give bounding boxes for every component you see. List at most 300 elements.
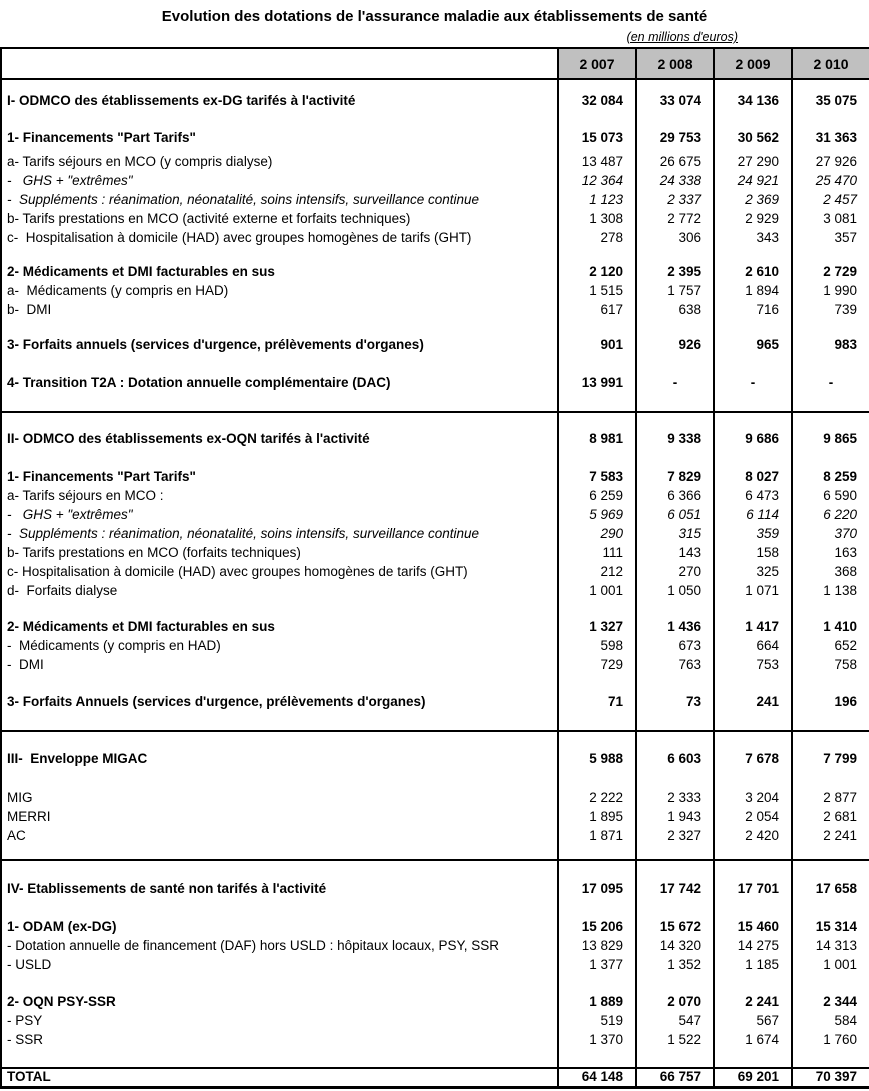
- spacer-cell: [792, 1050, 869, 1067]
- cell-value: 15 073: [558, 123, 636, 153]
- cell-value: 357: [792, 229, 869, 248]
- cell-value: 2 333: [636, 789, 714, 808]
- cell-value: -: [792, 373, 869, 393]
- spacer-cell: [792, 861, 869, 879]
- cell-value: 763: [636, 656, 714, 675]
- corner-header-cell: [1, 48, 558, 79]
- cell-value: 716: [714, 301, 792, 320]
- cell-value: 1 410: [792, 617, 869, 637]
- cell-value: 1 760: [792, 1031, 869, 1050]
- cell-value: 278: [558, 229, 636, 248]
- spacer-row: [1, 320, 869, 335]
- spacer-cell: [636, 320, 714, 335]
- cell-value: 1 757: [636, 282, 714, 301]
- cell-value: 6 603: [636, 749, 714, 769]
- row-label: a- Tarifs séjours en MCO :: [7, 488, 164, 504]
- spacer-cell: [1, 601, 558, 617]
- cell-value: 325: [714, 563, 792, 582]
- cell-value: 1 001: [558, 582, 636, 601]
- cell-value: 17 742: [636, 879, 714, 899]
- cell-value: 1 943: [636, 808, 714, 827]
- row-label: - DMI: [7, 657, 44, 673]
- spacer-cell: [792, 449, 869, 467]
- spacer-cell: [714, 320, 792, 335]
- row-label: I- ODMCO des établissements ex-DG tarifés à l'activité: [7, 93, 356, 109]
- cell-value: 163: [792, 544, 869, 563]
- spacer-cell: [558, 899, 636, 917]
- spacer-row: [1, 675, 869, 692]
- table-row: [1, 467, 869, 487]
- spacer-cell: [558, 601, 636, 617]
- spacer-cell: [1, 449, 558, 467]
- cell-value: 1 871: [558, 827, 636, 846]
- cell-value: 1 377: [558, 956, 636, 975]
- row-label: 1- ODAM (ex-DG): [7, 918, 117, 934]
- cell-value: 1 889: [558, 992, 636, 1012]
- table-row: [1, 917, 869, 937]
- table-row: [1, 827, 869, 846]
- cell-value: 8 981: [558, 429, 636, 449]
- row-label: - Suppléments : réanimation, néonatalité, soins intensifs, surveillance continue: [7, 526, 480, 542]
- row-label: III- Enveloppe MIGAC: [7, 750, 148, 766]
- year-header-row: [1, 48, 869, 79]
- cell-value: 212: [558, 563, 636, 582]
- cell-value: 2 054: [714, 808, 792, 827]
- spacer-cell: [714, 393, 792, 411]
- cell-value: 1 185: [714, 956, 792, 975]
- cell-value: 638: [636, 301, 714, 320]
- row-label: 1- Financements "Part Tarifs": [7, 129, 196, 145]
- cell-value: 7 678: [714, 749, 792, 769]
- cell-value: 35 075: [792, 79, 869, 123]
- cell-value: 547: [636, 1012, 714, 1031]
- spacer-row: [1, 712, 869, 730]
- table-row: [1, 282, 869, 301]
- cell-value: 5 988: [558, 749, 636, 769]
- cell-value: 66 757: [636, 1069, 714, 1087]
- table-row: [1, 617, 869, 637]
- spacer-cell: [558, 769, 636, 789]
- cell-value: 14 320: [636, 937, 714, 956]
- spacer-cell: [558, 712, 636, 730]
- spacer-row: [1, 449, 869, 467]
- spacer-cell: [714, 413, 792, 429]
- cell-value: 15 460: [714, 917, 792, 937]
- cell-value: 2 420: [714, 827, 792, 846]
- table-row: [1, 506, 869, 525]
- cell-value: 315: [636, 525, 714, 544]
- cell-value: 1 895: [558, 808, 636, 827]
- cell-value: 13 487: [558, 153, 636, 172]
- spacer-cell: [558, 732, 636, 749]
- cell-value: 13 991: [558, 373, 636, 393]
- cell-value: 1 327: [558, 617, 636, 637]
- cell-value: 8 259: [792, 467, 869, 487]
- spacer-row: [1, 861, 869, 879]
- cell-value: 598: [558, 637, 636, 656]
- table-row: [1, 262, 869, 282]
- cell-value: 1 001: [792, 956, 869, 975]
- row-label: b- DMI: [7, 302, 52, 318]
- spacer-cell: [1, 393, 558, 411]
- cell-value: 3 081: [792, 210, 869, 229]
- cell-value: 926: [636, 335, 714, 355]
- table-row: [1, 789, 869, 808]
- spacer-cell: [714, 899, 792, 917]
- spacer-cell: [636, 248, 714, 262]
- spacer-row: [1, 732, 869, 749]
- table-body: [1, 79, 869, 1087]
- table-row: [1, 1069, 869, 1087]
- cell-value: 965: [714, 335, 792, 355]
- spacer-row: [1, 1050, 869, 1067]
- row-label: MERRI: [7, 809, 51, 825]
- table-row: [1, 937, 869, 956]
- row-label: b- Tarifs prestations en MCO (activité externe et forfaits techniques): [7, 211, 411, 227]
- cell-value: 6 114: [714, 506, 792, 525]
- spacer-row: [1, 975, 869, 992]
- spacer-cell: [1, 861, 558, 879]
- cell-value: 3 204: [714, 789, 792, 808]
- cell-value: 1 522: [636, 1031, 714, 1050]
- table-row: [1, 123, 869, 153]
- cell-value: 1 071: [714, 582, 792, 601]
- table-row: [1, 1012, 869, 1031]
- spacer-cell: [636, 861, 714, 879]
- page-title: Evolution des dotations de l'assurance maladie aux établissements de santé: [161, 8, 708, 25]
- row-label: 4- Transition T2A : Dotation annuelle complémentaire (DAC): [7, 374, 391, 390]
- year-header-2010: 2 010: [792, 48, 869, 79]
- row-label: - PSY: [7, 1013, 43, 1029]
- cell-value: 758: [792, 656, 869, 675]
- table-row: [1, 692, 869, 712]
- row-label: d- Forfaits dialyse: [7, 583, 118, 599]
- cell-value: 739: [792, 301, 869, 320]
- cell-value: 2 222: [558, 789, 636, 808]
- cell-value: 2 369: [714, 191, 792, 210]
- spacer-row: [1, 393, 869, 411]
- table-row: [1, 992, 869, 1012]
- cell-value: 6 220: [792, 506, 869, 525]
- table-row: [1, 335, 869, 355]
- cell-value: 29 753: [636, 123, 714, 153]
- spacer-row: [1, 248, 869, 262]
- cell-value: 7 583: [558, 467, 636, 487]
- cell-value: 567: [714, 1012, 792, 1031]
- cell-value: 664: [714, 637, 792, 656]
- cell-value: 652: [792, 637, 869, 656]
- cell-value: 32 084: [558, 79, 636, 123]
- cell-value: 2 681: [792, 808, 869, 827]
- spacer-cell: [1, 899, 558, 917]
- cell-value: 1 674: [714, 1031, 792, 1050]
- row-label: TOTAL: [7, 1069, 51, 1085]
- row-label: - GHS + "extrêmes": [7, 507, 133, 523]
- spacer-cell: [792, 732, 869, 749]
- row-label: - USLD: [7, 957, 52, 973]
- cell-value: 343: [714, 229, 792, 248]
- spacer-cell: [1, 712, 558, 730]
- table-row: [1, 544, 869, 563]
- cell-value: 1 352: [636, 956, 714, 975]
- spacer-cell: [558, 846, 636, 859]
- spacer-cell: [1, 248, 558, 262]
- cell-value: 1 138: [792, 582, 869, 601]
- spacer-row: [1, 601, 869, 617]
- table-row: [1, 191, 869, 210]
- cell-value: 14 313: [792, 937, 869, 956]
- table-row: [1, 656, 869, 675]
- spacer-cell: [1, 1050, 558, 1067]
- row-label: 2- Médicaments et DMI facturables en sus: [7, 618, 275, 634]
- cell-value: 14 275: [714, 937, 792, 956]
- spacer-cell: [714, 1050, 792, 1067]
- cell-value: 1 436: [636, 617, 714, 637]
- cell-value: -: [714, 373, 792, 393]
- spacer-cell: [636, 899, 714, 917]
- row-label: II- ODMCO des établissements ex-OQN tarifés à l'activité: [7, 430, 370, 446]
- spacer-cell: [792, 846, 869, 859]
- table-row: [1, 429, 869, 449]
- cell-value: 6 473: [714, 487, 792, 506]
- cell-value: 34 136: [714, 79, 792, 123]
- cell-value: 306: [636, 229, 714, 248]
- spacer-cell: [792, 712, 869, 730]
- cell-value: -: [636, 373, 714, 393]
- cell-value: 7 799: [792, 749, 869, 769]
- unit-note: (en millions d'euros): [626, 30, 738, 44]
- spacer-cell: [558, 975, 636, 992]
- cell-value: 15 206: [558, 917, 636, 937]
- row-label: b- Tarifs prestations en MCO (forfaits techniques): [7, 545, 301, 561]
- row-label: 3- Forfaits Annuels (services d'urgence, prélèvements d'organes): [7, 693, 426, 709]
- cell-value: 6 366: [636, 487, 714, 506]
- spacer-cell: [714, 248, 792, 262]
- table-row: [1, 153, 869, 172]
- table-row: [1, 79, 869, 123]
- spacer-cell: [1, 846, 558, 859]
- spacer-cell: [636, 449, 714, 467]
- table-row: [1, 637, 869, 656]
- cell-value: 584: [792, 1012, 869, 1031]
- spacer-cell: [636, 1050, 714, 1067]
- spacer-cell: [792, 355, 869, 373]
- spacer-cell: [714, 675, 792, 692]
- cell-value: 31 363: [792, 123, 869, 153]
- spacer-cell: [792, 769, 869, 789]
- cell-value: 17 095: [558, 879, 636, 899]
- cell-value: 270: [636, 563, 714, 582]
- cell-value: 983: [792, 335, 869, 355]
- spacer-cell: [636, 846, 714, 859]
- spacer-cell: [792, 413, 869, 429]
- cell-value: 1 894: [714, 282, 792, 301]
- cell-value: 617: [558, 301, 636, 320]
- spacer-cell: [636, 769, 714, 789]
- table-row: [1, 582, 869, 601]
- spacer-cell: [636, 393, 714, 411]
- spacer-cell: [792, 899, 869, 917]
- spacer-row: [1, 846, 869, 859]
- spacer-cell: [1, 675, 558, 692]
- table-row: [1, 373, 869, 393]
- row-label: IV- Etablissements de santé non tarifés à l'activité: [7, 880, 327, 896]
- cell-value: 290: [558, 525, 636, 544]
- cell-value: 6 051: [636, 506, 714, 525]
- spacer-cell: [558, 413, 636, 429]
- table-row: [1, 301, 869, 320]
- row-label: a- Médicaments (y compris en HAD): [7, 283, 229, 299]
- spacer-cell: [636, 413, 714, 429]
- cell-value: 2 929: [714, 210, 792, 229]
- table-row: [1, 808, 869, 827]
- table-row: [1, 525, 869, 544]
- spacer-cell: [792, 248, 869, 262]
- cell-value: 2 241: [714, 992, 792, 1012]
- spacer-cell: [1, 732, 558, 749]
- spacer-cell: [636, 601, 714, 617]
- cell-value: 24 921: [714, 172, 792, 191]
- spacer-cell: [636, 712, 714, 730]
- row-label: 2- OQN PSY-SSR: [7, 993, 116, 1009]
- row-label: MIG: [7, 790, 33, 806]
- cell-value: 729: [558, 656, 636, 675]
- cell-value: 2 327: [636, 827, 714, 846]
- spacer-row: [1, 769, 869, 789]
- cell-value: 2 337: [636, 191, 714, 210]
- cell-value: 9 686: [714, 429, 792, 449]
- cell-value: 30 562: [714, 123, 792, 153]
- cell-value: 6 590: [792, 487, 869, 506]
- cell-value: 359: [714, 525, 792, 544]
- cell-value: 111: [558, 544, 636, 563]
- spacer-cell: [558, 1050, 636, 1067]
- spacer-cell: [1, 355, 558, 373]
- cell-value: 370: [792, 525, 869, 544]
- cell-value: 17 701: [714, 879, 792, 899]
- table-row: [1, 956, 869, 975]
- spacer-cell: [558, 861, 636, 879]
- spacer-cell: [558, 675, 636, 692]
- cell-value: 241: [714, 692, 792, 712]
- spacer-cell: [714, 861, 792, 879]
- spacer-cell: [792, 975, 869, 992]
- cell-value: 25 470: [792, 172, 869, 191]
- cell-value: 15 314: [792, 917, 869, 937]
- cell-value: 1 515: [558, 282, 636, 301]
- spacer-cell: [636, 975, 714, 992]
- cell-value: 9 338: [636, 429, 714, 449]
- spacer-cell: [558, 355, 636, 373]
- cell-value: 1 370: [558, 1031, 636, 1050]
- spacer-cell: [1, 320, 558, 335]
- cell-value: 2 241: [792, 827, 869, 846]
- table-row: [1, 487, 869, 506]
- table-row: [1, 1031, 869, 1050]
- spacer-cell: [558, 248, 636, 262]
- row-label: - Dotation annuelle de financement (DAF) hors USLD : hôpitaux locaux, PSY, SSR: [7, 938, 500, 954]
- spacer-cell: [714, 355, 792, 373]
- spacer-row: [1, 355, 869, 373]
- cell-value: 2 877: [792, 789, 869, 808]
- cell-value: 673: [636, 637, 714, 656]
- spacer-cell: [1, 769, 558, 789]
- row-label: 2- Médicaments et DMI facturables en sus: [7, 263, 275, 279]
- year-header-2008: 2 008: [636, 48, 714, 79]
- spacer-cell: [714, 769, 792, 789]
- cell-value: 13 829: [558, 937, 636, 956]
- cell-value: 7 829: [636, 467, 714, 487]
- cell-value: 196: [792, 692, 869, 712]
- row-label: AC: [7, 828, 26, 844]
- cell-value: 15 672: [636, 917, 714, 937]
- row-label: - Suppléments : réanimation, néonatalité, soins intensifs, surveillance continue: [7, 192, 480, 208]
- cell-value: 64 148: [558, 1069, 636, 1087]
- dotations-table: [0, 47, 869, 1089]
- row-label: 3- Forfaits annuels (services d'urgence, prélèvements d'organes): [7, 336, 424, 352]
- spacer-cell: [714, 732, 792, 749]
- cell-value: 753: [714, 656, 792, 675]
- spacer-cell: [714, 975, 792, 992]
- spacer-cell: [792, 675, 869, 692]
- spacer-cell: [714, 601, 792, 617]
- table-row: [1, 210, 869, 229]
- cell-value: 8 027: [714, 467, 792, 487]
- cell-value: 143: [636, 544, 714, 563]
- table-row: [1, 229, 869, 248]
- spacer-cell: [792, 393, 869, 411]
- table-row: [1, 749, 869, 769]
- cell-value: 2 772: [636, 210, 714, 229]
- spacer-cell: [1, 413, 558, 429]
- row-label: - Médicaments (y compris en HAD): [7, 638, 221, 654]
- table-row: [1, 563, 869, 582]
- row-label: - SSR: [7, 1032, 44, 1048]
- year-header-2007: 2 007: [558, 48, 636, 79]
- table-row: [1, 172, 869, 191]
- row-label: a- Tarifs séjours en MCO (y compris dialyse): [7, 154, 273, 170]
- cell-value: 1 050: [636, 582, 714, 601]
- cell-value: 2 344: [792, 992, 869, 1012]
- spacer-cell: [636, 732, 714, 749]
- row-label: 1- Financements "Part Tarifs": [7, 468, 196, 484]
- cell-value: 24 338: [636, 172, 714, 191]
- spacer-cell: [636, 675, 714, 692]
- year-header-2009: 2 009: [714, 48, 792, 79]
- spacer-cell: [558, 393, 636, 411]
- row-label: c- Hospitalisation à domicile (HAD) avec groupes homogènes de tarifs (GHT): [7, 230, 472, 246]
- spacer-cell: [714, 846, 792, 859]
- cell-value: 26 675: [636, 153, 714, 172]
- cell-value: 901: [558, 335, 636, 355]
- cell-value: 17 658: [792, 879, 869, 899]
- cell-value: 1 123: [558, 191, 636, 210]
- cell-value: 519: [558, 1012, 636, 1031]
- spacer-cell: [714, 449, 792, 467]
- spacer-row: [1, 413, 869, 429]
- cell-value: 70 397: [792, 1069, 869, 1087]
- cell-value: 9 865: [792, 429, 869, 449]
- spacer-cell: [558, 320, 636, 335]
- cell-value: 1 990: [792, 282, 869, 301]
- cell-value: 27 290: [714, 153, 792, 172]
- spacer-cell: [1, 975, 558, 992]
- spacer-cell: [558, 449, 636, 467]
- cell-value: 12 364: [558, 172, 636, 191]
- table-row: [1, 879, 869, 899]
- spacer-cell: [792, 320, 869, 335]
- row-label: - GHS + "extrêmes": [7, 173, 133, 189]
